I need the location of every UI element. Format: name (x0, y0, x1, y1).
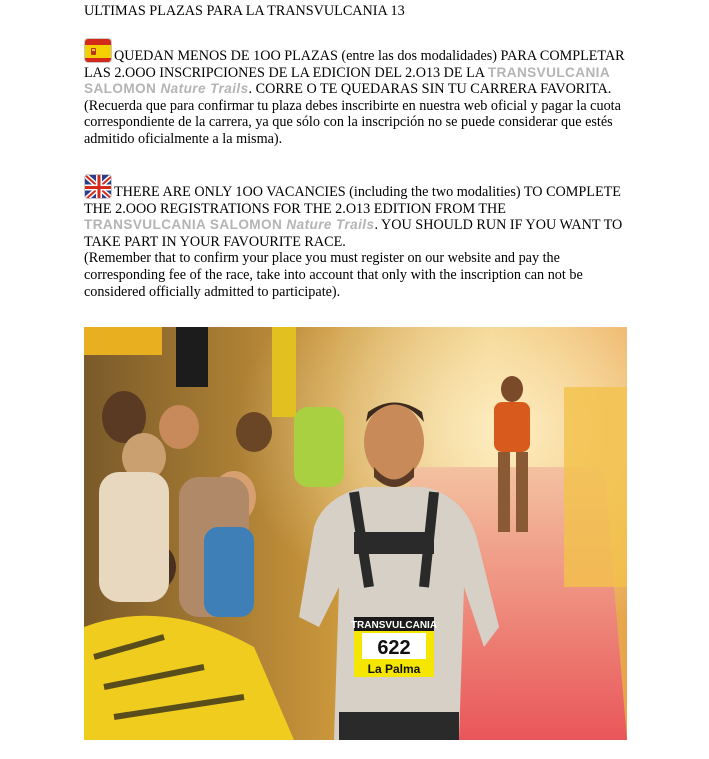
brand-name: TRANSVULCANIA SALOMON Nature Trails (84, 217, 375, 233)
page-title: ULTIMAS PLAZAS PARA LA TRANSVULCANIA 13 (84, 3, 405, 19)
uk-flag-icon (84, 174, 112, 199)
brand-name: TRANSVULCANIA SALOMON Nature Trails (84, 64, 610, 97)
english-announcement (84, 174, 629, 300)
bib-sponsor: La Palma (367, 662, 421, 676)
english-note: (Remember that to confirm your place you must register on our website and pay the corresponding fee of the race, take into account that only with the inscription can not be considered officially admitted to participate). (84, 250, 583, 300)
bib-event-label: TRANSVULCANIA (350, 620, 438, 631)
spanish-announcement (84, 38, 629, 148)
english-text-line2: . YOU SHOULD RUN IF YOU WANT TO TAKE PART IN YOUR FAVOURITE RACE. (84, 217, 623, 250)
spanish-text-line2: . CORRE O TE QUEDARAS SIN TU CARRERA FAVORITA. (248, 81, 612, 98)
spanish-text-line1: QUEDAN MENOS DE 1OO PLAZAS (entre las dos modalidades) PARA COMPLETAR LAS 2.OOO INSCRIPCIONES DE LA EDICION DEL 2.O13 DE LA (84, 48, 625, 81)
race-finish-photo (84, 327, 627, 740)
spanish-note: (Recuerda que para confirmar tu plaza debes inscribirte en nuestra web oficial y pagar la cuota correspondiente de la carrera, ya que sólo con la inscripción no se puede considerar que estés admitido oficialmente a la misma). (84, 97, 621, 147)
bib-number: 622 (377, 637, 411, 659)
english-text-line1: THERE ARE ONLY 1OO VACANCIES (including the two modalities) TO COMPLETE THE 2.OOO REGISTRATIONS FOR THE 2.O13 EDITION FROM THE (84, 184, 621, 217)
spain-flag-icon (84, 38, 112, 63)
